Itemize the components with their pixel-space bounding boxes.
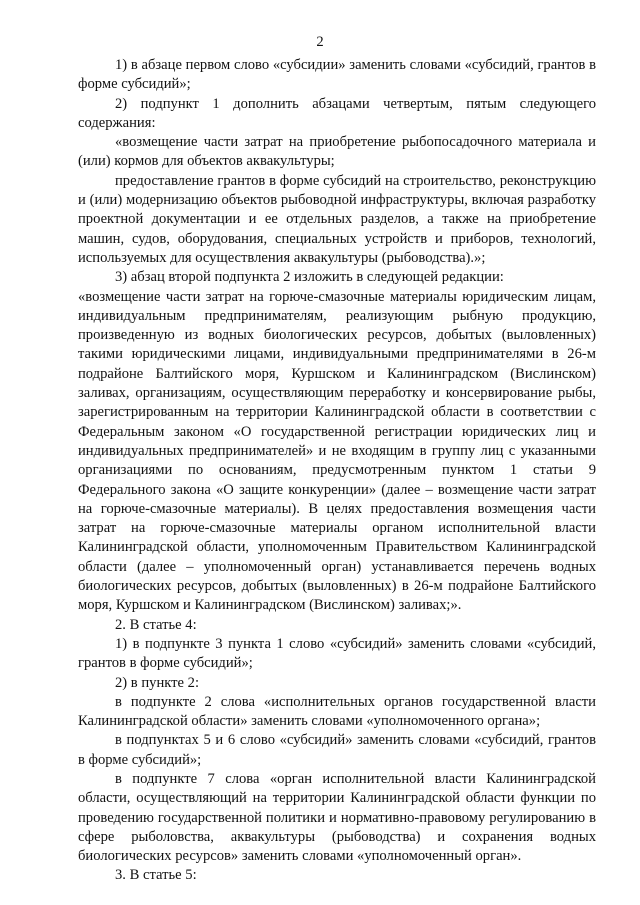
paragraph: 3. В статье 5: <box>115 867 197 884</box>
paragraph: в подпунктах 5 и 6 слово «субсидий» заменить словами «субсидий, грантов в форме субсидий»; <box>78 732 596 768</box>
paragraph: 3) абзац второй подпункта 2 изложить в следующей редакции: <box>115 269 504 286</box>
paragraph: в подпункте 7 слова «орган исполнительной власти Калининградской области, осуществляющий на территории Калининградской области функции по проведению государственной политики и нормативно-правовому регулированию в сфере рыболовства, аквакультуры (рыбоводства) и сохранения водных биологических ресурсов» заменить словами «уполномоченный орган». <box>78 770 596 865</box>
paragraph: предоставление грантов в форме субсидий на строительство, реконструкцию и (или) модернизацию объектов рыбоводной инфраструктуры, включая разработку проектной документации и ее отдельных разделов, а также на приобретение машин, судов, оборудования, специальных устройств и приборов, технологий, используемых для осуществления аквакультуры (рыбоводства).»; <box>78 172 596 266</box>
paragraph: «возмещение части затрат на приобретение рыбопосадочного материала и (или) кормов для объектов аквакультуры; <box>78 134 596 170</box>
paragraph: 2) в пункте 2: <box>115 674 200 691</box>
paragraph: 2) подпункт 1 дополнить абзацами четвертым, пятым следующего содержания: <box>78 95 596 131</box>
paragraph: 1) в подпункте 3 пункта 1 слово «субсидий» заменить словами «субсидий, грантов в форме субсидий»; <box>78 635 596 672</box>
paragraph: в подпункте 2 слова «исполнительных органов государственной власти Калининградской области» заменить словами «уполномоченного органа»; <box>78 693 596 730</box>
paragraph: 2. В статье 4: <box>115 616 197 633</box>
page-number: 2 <box>316 34 324 50</box>
paragraph: 1) в абзаце первом слово «субсидии» заменить словами «субсидий, грантов в форме субсидий»; <box>78 57 596 93</box>
paragraph: «возмещение части затрат на горюче-смазочные материалы юридическим лицам, индивидуальным предпринимателям, реализующим рыбную продукцию, произведенную из водных биологических ресурсов, добытых (выловленных) такими юридическими лицами, индивидуальными предпринимателями в 26-м подрайоне Балтийского моря, Куршском и Калининградском (Вислинском) заливах, организациям, осуществляющим переработку и консервирование рыбы, зарегистрированным на территории Калининградской области в соответствии с Федеральным законом «О государственной регистрации юридических лиц и индивидуальных предпринимателей» и не входящим в группу лиц с указанными организациями по основаниям, предусмотренным пунктом 1 статьи 9 Федерального закона «О защите конкуренции» (далее – возмещение части затрат на горюче-смазочные материалы). В целях предоставления возмещения части затрат на горюче-смазочные материалы органом исполнительной власти Калининградской области, уполномоченным Правительством Калининградской области (далее – уполномоченный орган) устанавливается перечень водных биологических ресурсов, добытых (выловленных) в 26-м подрайоне Балтийского моря, Куршском и Калининградском (Вислинском) заливах;». <box>78 288 596 614</box>
document-body <box>78 56 596 886</box>
